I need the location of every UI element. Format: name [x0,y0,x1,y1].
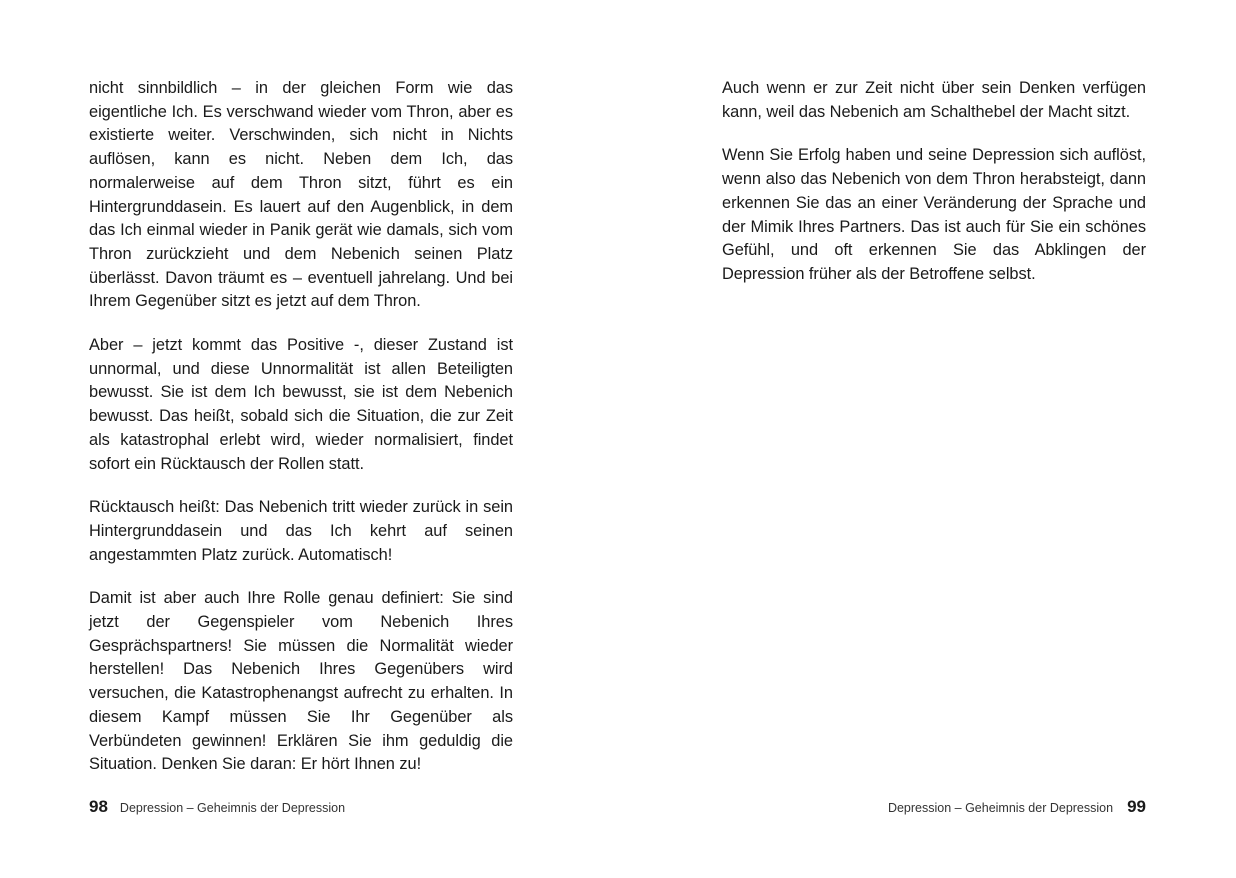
right-paragraph-1: Auch wenn er zur Zeit nicht über sein Denken verfügen kann, weil das Nebenich am Schalthebel der Macht sitzt. [722,79,1146,121]
right-footer [888,797,1146,817]
left-paragraph-1: nicht sinnbildlich – in der gleichen Form wie das eigentliche Ich. Es verschwand wieder vom Thron, aber es existierte weiter. Verschwinden, sich nicht in Nichts auflösen, kann es nicht. Neben dem Ich, das normalerweise auf dem Thron sitzt, führt es ein Hintergrunddasein. Es lauert auf den Augenblick, in dem das Ich einmal wieder in Panik gerät wie damals, sich vom Thron zurückzieht und dem Nebenich seinen Platz überlässt. Davon träumt es – eventuell jahrelang. Und bei Ihrem Gegenüber sitzt es jetzt auf dem Thron. [89,79,513,311]
left-paragraph-2: Aber – jetzt kommt das Positive -, dieser Zustand ist unnormal, und diese Unnormalität ist allen Beteiligten bewusst. Sie ist dem Ich bewusst, sie ist dem Nebenich bewusst. Das heißt, sobald sich die Situation, die zur Zeit als katastrophal erlebt wird, wieder normalisiert, findet sofort ein Rücktausch der Rollen statt. [89,336,513,473]
left-running-title: Depression – Geheimnis der Depression [119,801,346,815]
right-page-number: 99 [1127,797,1146,816]
left-paragraph-3: Rücktausch heißt: Das Nebenich tritt wieder zurück in sein Hintergrunddasein und das Ich kehrt auf seinen angestammten Platz zurück. Automatisch! [89,498,513,564]
right-page [618,0,1236,878]
left-text-column [89,77,513,797]
right-text-column [722,77,1146,307]
left-paragraph-4: Damit ist aber auch Ihre Rolle genau definiert: Sie sind jetzt der Gegenspieler vom Nebenich Ihres Gesprächspartners! Sie müssen die Normalität wieder herstellen! Das Nebenich Ihres Gegenübers wird versuchen, die Katastrophenangst aufrecht zu erhalten. In diesem Kampf müssen Sie Ihr Gegenüber als Verbündeten gewinnen! Erklären Sie ihm geduldig die Situation. Denken Sie daran: Er hört Ihnen zu! [89,589,513,774]
left-footer [89,797,345,817]
right-paragraph-2: Wenn Sie Erfolg haben und seine Depression sich auflöst, wenn also das Nebenich von dem Thron herabsteigt, dann erkennen Sie das an einer Veränderung der Sprache und der Mimik Ihres Partners. Das ist auch für Sie ein schönes Gefühl, und oft erkennen Sie das Abklingen der Depression früher als der Betroffene selbst. [722,146,1146,283]
right-running-title: Depression – Geheimnis der Depression [887,801,1114,815]
left-page-number: 98 [89,797,108,816]
